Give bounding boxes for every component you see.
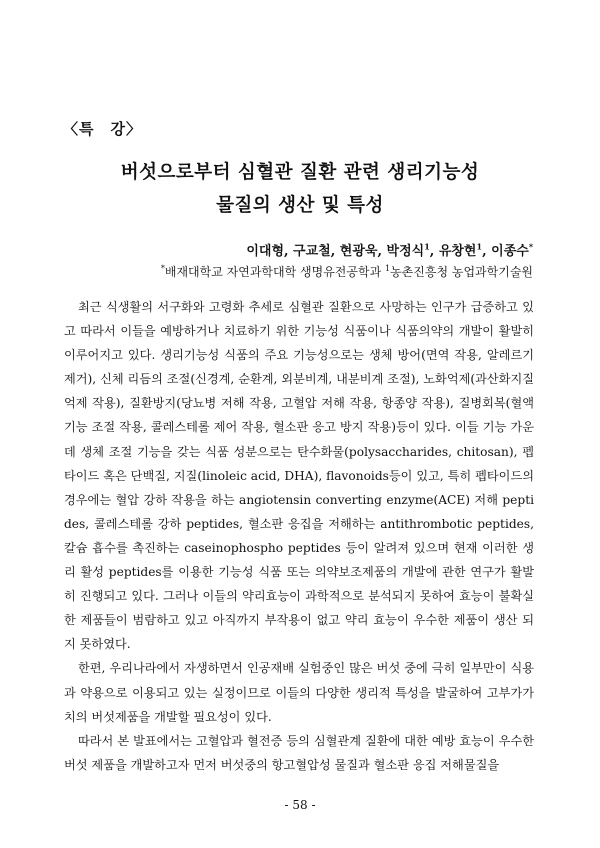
page-number: - 58 -	[284, 798, 316, 812]
body-paragraph-2: 한편, 우리나라에서 자생하면서 인공재배 실험중인 많은 버섯 중에 극히 일부만이 식용과 약용으로 이용되고 있는 실정이므로 이들의 다양한 생리적 특성을 발굴하여 고부가가치의 버섯제품을 개발할 필요성이 있다.	[64, 661, 534, 724]
author-names-3: , 이종수	[482, 244, 529, 259]
affiliation-mark-corresponding: *	[160, 264, 165, 273]
affiliation-line	[161, 263, 533, 280]
paper-title-line-2: 물질의 생산 및 특성	[216, 195, 384, 216]
author-names-2: , 유창현	[429, 244, 477, 259]
author-names-1: 이대형, 구교철, 현광욱, 박정식	[246, 244, 425, 259]
body-text	[64, 295, 534, 777]
corresponding-author-mark: *	[528, 241, 533, 252]
affiliation-text-1: 배재대학교 자연과학대학 생명유전공학과	[164, 265, 385, 279]
author-list	[246, 240, 533, 259]
affiliation-text-2: 농촌진흥청 농업과학기술원	[390, 265, 533, 279]
author-affiliation-mark-2: 1	[476, 241, 483, 252]
paper-title-line-1: 버섯으로부터 심혈관 질환 관련 생리기능성	[120, 162, 480, 183]
body-paragraph-1: 최근 식생활의 서구화와 고령화 추세로 심혈관 질환으로 사망하는 인구가 급증하고 있고 따라서 이들을 예방하거나 치료하기 위한 기능성 식품이나 식품의약의 개발이 활발히 이루어지고 있다. 생리기능성 식품의 주요 기능성으로는 생체 방어(면역 작용, 알레르기 제거), 신체 리듬의 조절(신경계, 순환계, 외분비계, 내분비계 조절), 노화억제(과산화지질 억제 작용), 질환방지(당뇨병 저해 작용, 고혈압 저해 작용, 항종양 작용), 질병회복(혈액 기능 조절 작용, 콜레스테롤 제어 작용, 혈소판 응고 방지 작용)등이 있다. 이들 기능 가운데 생체 조절 기능을 갖는 식품 성분으로는 탄수화물(polysaccharides, chitosan), 펩타이드 혹은 단백질, 지질(linoleic acid, DHA), flavonoids등이 있고, 특히 펩타이드의 경우에는 혈압 강하 작용을 하는 angiotensin converting enzyme(ACE) 저해 peptides, 콜레스테롤 강하 peptides, 혈소판 응집을 저해하는 antithrombotic peptides, 칼슘 흡수를 촉진하는 caseinophospho peptides 등이 알려져 있으며 현재 이러한 생리 활성 peptides를 이용한 기능성 식품 또는 의약보조제품의 개발에 관한 연구가 활발히 진행되고 있다. 그러나 이들의 약리효능이 과학적으로 분석되지 못하여 효능이 불확실한 제품들이 범람하고 있고 아직까지 부작용이 없고 약리 효능이 우수한 제품이 생산 되지 못하였다.	[64, 300, 534, 652]
body-paragraph-3: 따라서 본 발표에서는 고혈압과 혈전증 등의 심혈관계 질환에 대한 예방 효능이 우수한 버섯 제품을 개발하고자 먼저 버섯중의 항고혈압성 물질과 혈소판 응집 저해물질을	[64, 733, 534, 772]
section-label: 〈특 강〉	[63, 120, 142, 138]
affiliation-mark-1: 1	[384, 264, 391, 273]
author-affiliation-mark-1: 1	[424, 241, 430, 252]
